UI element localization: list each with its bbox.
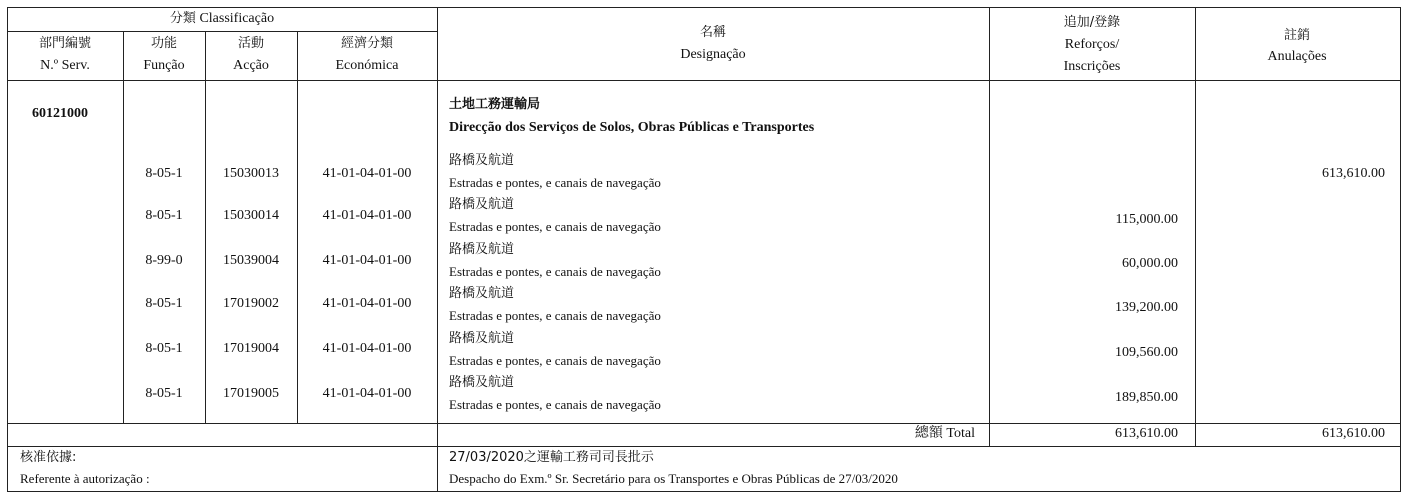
- authorization-text-zh: 27/03/2020之運輸工務司司長批示: [449, 450, 654, 465]
- col-divider-acc: [205, 31, 206, 424]
- row-name-pt: Estradas e pontes, e canais de navegação: [449, 353, 661, 368]
- department-name-pt: Direcção dos Serviços de Solos, Obras Públicas e Transportes: [449, 120, 815, 135]
- eco-header-pt: Económica: [335, 58, 399, 73]
- authorization-text-pt: Despacho do Exm.º Sr. Secretário para os Transportes e Obras Públicas de 27/03/2020: [449, 471, 898, 486]
- row-func: 8-05-1: [145, 341, 183, 356]
- anul-header-pt: Anulações: [1267, 49, 1327, 64]
- ref-header-pt2: Inscrições: [1063, 59, 1121, 74]
- authorization-label-zh: 核准依據:: [20, 450, 77, 465]
- ref-header-pt1: Reforços/: [1064, 37, 1120, 52]
- func-header-pt: Função: [143, 58, 185, 73]
- dept-header-pt: N.º Serv.: [40, 58, 90, 73]
- row-acc: 17019004: [223, 341, 279, 356]
- total-top-border: [7, 423, 1401, 424]
- dept-header-zh: 部門編號: [38, 36, 92, 51]
- row-name-zh: 路橋及航道: [449, 153, 515, 168]
- row-func: 8-05-1: [145, 296, 183, 311]
- total-label: 總額 Total: [914, 426, 975, 441]
- total-ref: 613,610.00: [1115, 426, 1178, 441]
- row-ref: 109,560.00: [1115, 345, 1178, 360]
- row-name-zh: 路橋及航道: [449, 331, 515, 346]
- classification-zh: 分類: [169, 11, 196, 26]
- header-bottom-border: [7, 80, 1401, 81]
- desig-header-pt: Designação: [680, 47, 746, 62]
- row-func: 8-05-1: [145, 386, 183, 401]
- ref-header-zh: 追加/登錄: [1063, 15, 1121, 30]
- total-bottom-border: [7, 446, 1401, 447]
- desig-header-zh: 名稱: [699, 25, 727, 40]
- func-header-zh: 功能: [150, 36, 178, 51]
- header-divider: [7, 31, 437, 32]
- row-eco: 41-01-04-01-00: [322, 341, 412, 356]
- col-divider-anul: [1195, 7, 1196, 447]
- anul-header-zh: 註銷: [1283, 28, 1311, 43]
- row-ref: 60,000.00: [1122, 256, 1178, 271]
- row-acc: 17019005: [223, 386, 279, 401]
- eco-header-zh: 經濟分類: [340, 36, 394, 51]
- border-right: [1400, 7, 1401, 492]
- row-eco: 41-01-04-01-00: [322, 208, 412, 223]
- row-eco: 41-01-04-01-00: [322, 166, 412, 181]
- col-divider-eco: [297, 31, 298, 424]
- row-acc: 15039004: [223, 253, 279, 268]
- row-name-pt: Estradas e pontes, e canais de navegação: [449, 308, 661, 323]
- row-ref: 189,850.00: [1115, 390, 1178, 405]
- row-eco: 41-01-04-01-00: [322, 296, 412, 311]
- row-acc: 15030013: [223, 166, 279, 181]
- row-anul: 613,610.00: [1322, 166, 1385, 181]
- border-left: [7, 7, 8, 492]
- table-border-bottom: [7, 491, 1401, 492]
- row-name-pt: Estradas e pontes, e canais de navegação: [449, 175, 661, 190]
- row-func: 8-99-0: [145, 253, 183, 268]
- row-acc: 15030014: [223, 208, 279, 223]
- col-divider-func: [123, 31, 124, 424]
- table-border-top: [7, 7, 1401, 8]
- col-divider-ref: [989, 7, 990, 447]
- acc-header-pt: Acção: [233, 58, 269, 73]
- row-acc: 17019002: [223, 296, 279, 311]
- classification-pt: Classificação: [199, 11, 275, 26]
- total-anul: 613,610.00: [1322, 426, 1385, 441]
- row-name-zh: 路橋及航道: [449, 242, 515, 257]
- row-name-pt: Estradas e pontes, e canais de navegação: [449, 397, 661, 412]
- row-ref: 139,200.00: [1115, 300, 1178, 315]
- authorization-label-pt: Referente à autorização :: [20, 471, 150, 486]
- row-name-pt: Estradas e pontes, e canais de navegação: [449, 264, 661, 279]
- col-divider-desig: [437, 7, 438, 492]
- row-name-zh: 路橋及航道: [449, 286, 515, 301]
- row-eco: 41-01-04-01-00: [322, 253, 412, 268]
- row-ref: 115,000.00: [1115, 212, 1178, 227]
- row-func: 8-05-1: [145, 208, 183, 223]
- row-eco: 41-01-04-01-00: [322, 386, 412, 401]
- classification-header: [170, 11, 274, 27]
- department-code: 60121000: [32, 106, 88, 121]
- row-func: 8-05-1: [145, 166, 183, 181]
- row-name-pt: Estradas e pontes, e canais de navegação: [449, 219, 661, 234]
- row-name-zh: 路橋及航道: [449, 197, 515, 212]
- acc-header-zh: 活動: [237, 36, 265, 51]
- department-name-zh: 土地工務運輸局: [449, 97, 541, 112]
- row-name-zh: 路橋及航道: [449, 375, 515, 390]
